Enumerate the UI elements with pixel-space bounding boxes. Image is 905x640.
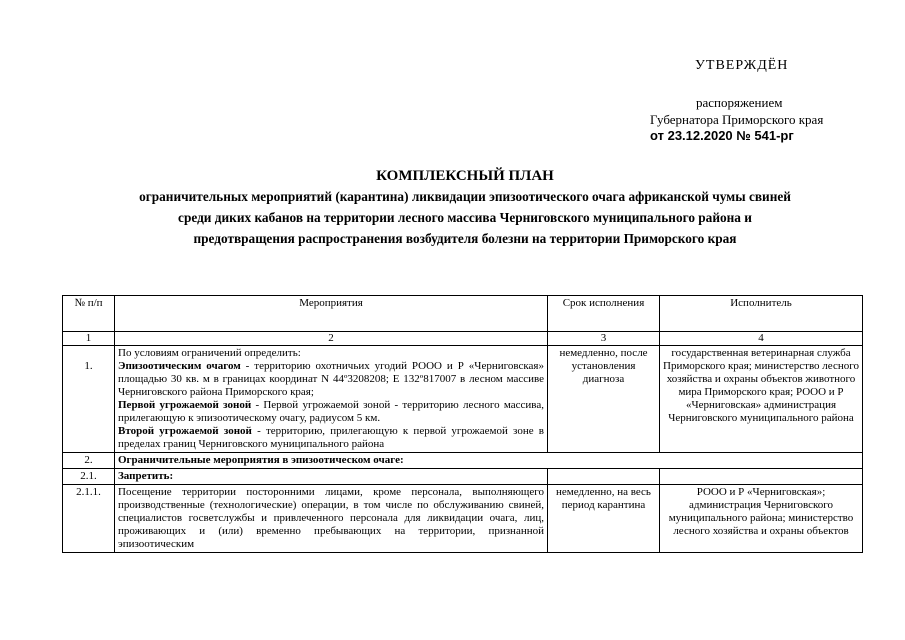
plan-subtitle-3: предотвращения распространения возбудителя болезни на территории Приморского края — [193, 231, 737, 246]
empty-cell — [548, 469, 660, 485]
plan-table — [62, 295, 863, 553]
plan-subtitle-1: ограничительных мероприятий (карантина) ликвидации эпизоотического очага африканской чумы свиней — [139, 189, 791, 204]
measure-intro: По условиям ограничений определить: — [118, 347, 301, 359]
term-text: - Первой угрожаемой зоной - территорию лесного массива, прилегающую к эпизоотическому очагу, радиусом 5 км. — [118, 399, 544, 424]
row-executor: РООО и Р «Черниговская»; администрация Черниговского муниципального района; министерство лесного хозяйства и охраны объектов — [660, 485, 863, 553]
header-executor: Исполнитель — [660, 296, 863, 332]
row-number: 2.1.1. — [63, 485, 115, 553]
empty-cell — [660, 469, 863, 485]
header-number: № п/п — [63, 296, 115, 332]
row-number: 2.1. — [63, 469, 115, 485]
term-label: Второй угрожаемой зоной — [118, 425, 252, 437]
table-row — [63, 485, 863, 553]
column-number: 4 — [660, 332, 863, 346]
column-number: 1 — [63, 332, 115, 346]
header-measures: Мероприятия — [115, 296, 548, 332]
header-term: Срок исполнения — [548, 296, 660, 332]
term-text: - территорию, прилегающую к первой угрожаемой зоне в пределах границ Черниговского муниципального района — [118, 425, 545, 450]
document-heading — [60, 166, 870, 249]
table-header-row — [63, 296, 863, 332]
row-number: 2. — [63, 453, 115, 469]
row-term: немедленно, на весь период карантина — [548, 485, 660, 553]
approval-line-2: Губернатора Приморского края — [650, 112, 824, 127]
row-executor: государственная ветеринарная служба Приморского края; министерство лесного хозяйства и охраны объектов животного мира Приморского края; РООО и Р «Черниговская» администрация Черниговского муниципального района — [660, 346, 863, 453]
column-number-row — [63, 332, 863, 346]
plan-title: КОМПЛЕКСНЫЙ ПЛАН — [376, 168, 554, 184]
plan-subtitle-2: среди диких кабанов на территории лесного массива Черниговского муниципального района и — [178, 210, 752, 225]
row-measure: Посещение территории посторонними лицами, кроме персонала, выполняющего производственные (технологические) операции, в том числе по обслуживанию свиней, специалистов госветслужбы и привлеченного персонала для ликвидации очага, лиц, проживающих и (или) временно пребывающих на территории, признанной эпизоотическим — [115, 485, 548, 553]
table-row — [63, 453, 863, 469]
row-measure — [115, 346, 548, 453]
table-row — [63, 469, 863, 485]
approval-line-1: распоряжением — [696, 95, 783, 110]
approval-line-3: от 23.12.2020 № 541-рг — [650, 128, 794, 143]
term-label: Эпизоотическим очагом — [118, 360, 241, 372]
term-label: Первой угрожаемой зоной — [118, 399, 252, 411]
section-heading: Ограничительные мероприятия в эпизоотическом очаге: — [115, 453, 863, 469]
approval-title: УТВЕРЖДЁН — [695, 58, 789, 73]
term-text: - территорию охотничьих угодий РООО и Р «Черниговская» площадью 30 кв. м в границах координат N 44º3208208; E 132º817007 в лесном массиве Черниговского района Приморского края; — [118, 360, 544, 398]
row-term: немедленно, после установления диагноза — [548, 346, 660, 453]
table-row — [63, 346, 863, 453]
column-number: 2 — [115, 332, 548, 346]
column-number: 3 — [548, 332, 660, 346]
section-heading: Запретить: — [115, 469, 548, 485]
row-number: 1. — [63, 346, 115, 453]
